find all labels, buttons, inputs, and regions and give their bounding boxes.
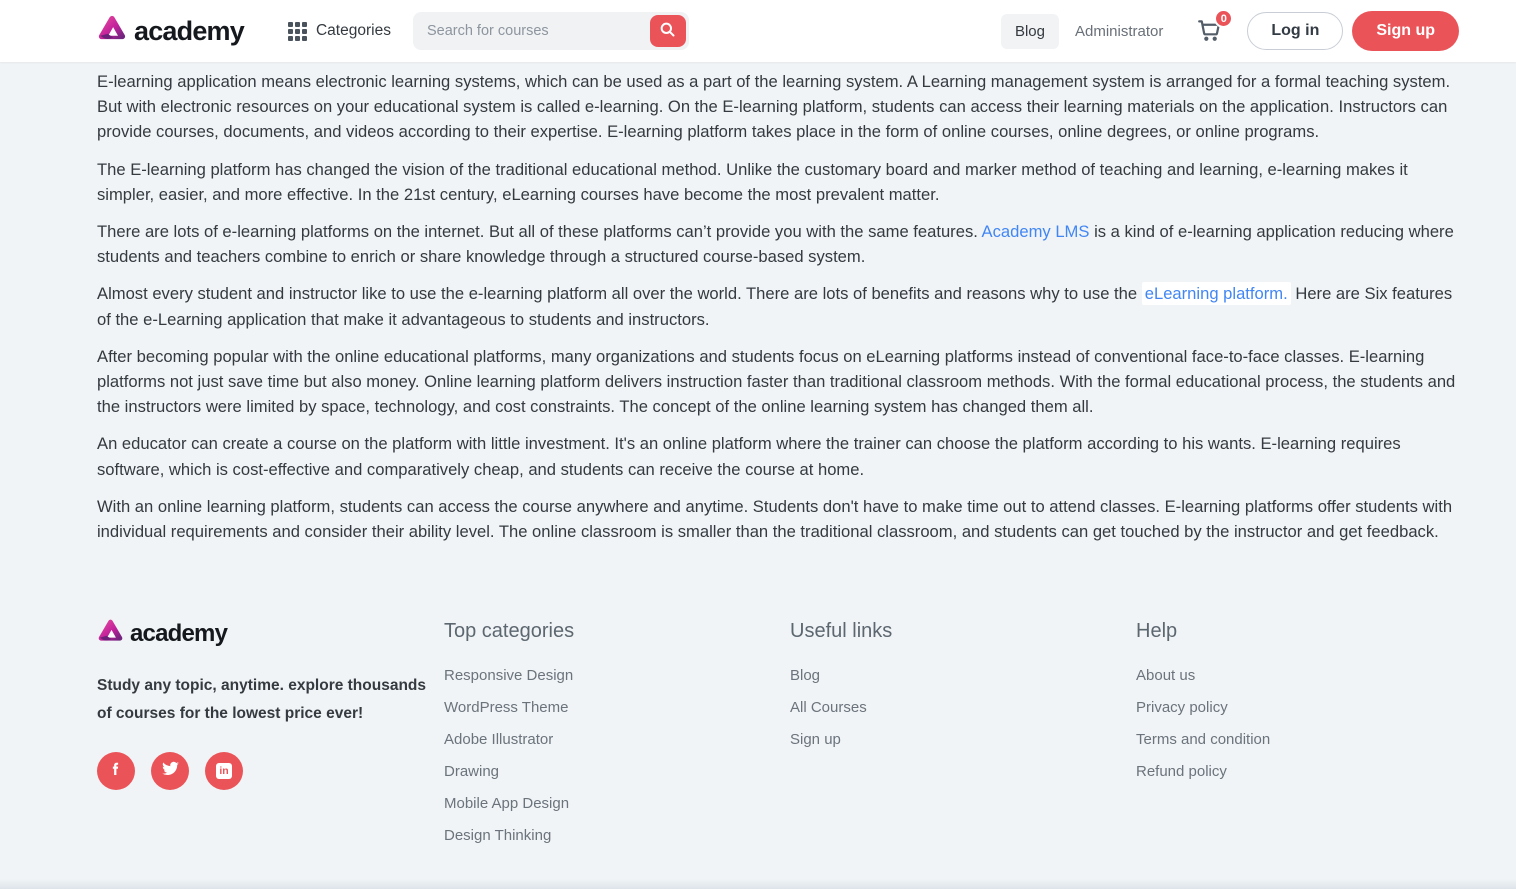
cart-button[interactable] — [1195, 12, 1227, 46]
footer-link-refund-policy[interactable]: Refund policy — [1136, 763, 1227, 781]
twitter-button[interactable] — [151, 752, 189, 790]
footer-link-about-us[interactable]: About us — [1136, 667, 1196, 685]
facebook-icon — [107, 760, 125, 783]
footer-tagline: Study any topic, anytime. explore thousands of courses for the lowest price ever! — [97, 677, 427, 723]
paragraph-text: Almost every student and instructor like to use the e-learning platform all over the world. There are lots of benefits and reasons why to use the — [97, 284, 1142, 304]
article-paragraph — [97, 69, 1457, 145]
article-paragraph — [97, 157, 1457, 207]
academy-lms-link[interactable]: Academy LMS — [981, 222, 1090, 242]
footer-top-categories-column — [444, 618, 790, 859]
footer-column-title: Help — [1136, 620, 1178, 643]
facebook-button[interactable] — [97, 752, 135, 790]
footer-link-privacy-policy[interactable]: Privacy policy — [1136, 699, 1228, 717]
logo-wordmark: academy — [134, 15, 244, 46]
top-navbar — [0, 0, 1516, 62]
footer-link-sign-up[interactable]: Sign up — [790, 731, 841, 749]
footer-link-adobe-illustrator[interactable]: Adobe Illustrator — [444, 731, 554, 749]
footer-link-blog[interactable]: Blog — [790, 667, 821, 685]
twitter-icon — [161, 760, 179, 783]
paragraph-text: There are lots of e-learning platforms on the internet. But all of these platforms can’t provide you with the same features. — [97, 222, 982, 242]
paragraph-text: Here are Six features of the e-Learning application that make it advantageous to students and instructors. — [97, 284, 1453, 329]
article-paragraph — [97, 494, 1457, 544]
nav-blog-link[interactable]: Blog — [1001, 14, 1059, 49]
footer-link-all-courses[interactable]: All Courses — [790, 699, 867, 717]
paragraph-text: is a kind of e-learning application reducing where students and teachers combine to enrich or share knowledge through a structured course-based system. — [97, 222, 1454, 267]
course-search-bar — [413, 12, 689, 50]
categories-menu-button[interactable] — [288, 22, 391, 41]
elearning-platform-link[interactable]: eLearning platform. — [1142, 282, 1291, 305]
paragraph-text: With an online learning platform, students can access the course anywhere and anytime. Students don't have to make time out to attend classes. E-learning platforms offer students with individual requirements and consider their ability level. The online classroom is smaller than the traditional classroom, and students can get touched by the instructor and get feedback. — [97, 496, 1453, 542]
site-footer — [0, 556, 1516, 859]
article-paragraph — [97, 431, 1457, 481]
blog-article-body — [0, 62, 1516, 544]
article-paragraph — [97, 344, 1457, 420]
header-right-group — [1001, 11, 1459, 51]
footer-link-responsive-design[interactable]: Responsive Design — [444, 667, 574, 685]
footer-brand-column — [97, 618, 444, 859]
linkedin-icon: in — [216, 763, 232, 779]
bottom-section-divider — [0, 879, 1516, 889]
linkedin-button[interactable] — [205, 752, 243, 790]
paragraph-text: E-learning application means electronic learning systems, which can be used as a part of the learning system. A Learning management system is arranged for a formal teaching system. But with electronic resources on your educational system is called e-learning. On the E-learning platform, students can access their learning materials on the application. Instructors can provide courses, documents, and videos according to their expertise. E-learning platform takes place in the form of online courses, online degrees, or online programs. — [97, 72, 1451, 142]
footer-useful-links-column — [790, 618, 1136, 859]
grid-icon — [288, 22, 307, 41]
social-links — [97, 752, 444, 790]
footer-link-mobile-app-design[interactable]: Mobile App Design — [444, 795, 570, 813]
paragraph-text: After becoming popular with the online educational platforms, many organizations and students focus on eLearning platforms instead of conventional face-to-face classes. E-learning platforms not just save time but also money. Online learning platform delivers instruction faster than traditional classroom methods. With the formal educational process, the students and the instructors were limited by space, technology, and cost constraints. The concept of the online learning system has changed them all. — [97, 346, 1456, 417]
academy-logo-icon — [97, 14, 127, 49]
academy-logo[interactable] — [97, 14, 244, 49]
footer-help-column — [1136, 618, 1270, 859]
footer-academy-logo[interactable] — [97, 618, 444, 650]
search-icon — [658, 20, 678, 43]
paragraph-text: The E-learning platform has changed the vision of the traditional educational method. Unlike the customary board and marker method of teaching and learning, e-learning makes it simpler, easier, and more effective. In the 21st century, eLearning courses have become the most prevalent matter. — [97, 159, 1408, 204]
footer-link-design-thinking[interactable]: Design Thinking — [444, 827, 552, 845]
footer-column-title: Top categories — [444, 620, 575, 643]
nav-administrator-link[interactable]: Administrator — [1075, 22, 1164, 40]
article-paragraph — [97, 281, 1457, 331]
footer-column-title: Useful links — [790, 620, 893, 643]
paragraph-text: An educator can create a course on the platform with little investment. It's an online platform where the trainer can choose the platform according to his wants. E-learning requires software, which is cost-effective and comparatively cheap, and students can receive the course at home. — [97, 434, 1401, 479]
search-input[interactable] — [427, 23, 650, 39]
cart-count-badge: 0 — [1214, 9, 1233, 28]
footer-link-terms-and-condition[interactable]: Terms and condition — [1136, 731, 1271, 749]
categories-label: Categories — [315, 22, 391, 39]
footer-link-drawing[interactable]: Drawing — [444, 763, 500, 781]
login-button[interactable]: Log in — [1247, 12, 1343, 50]
footer-logo-wordmark: academy — [130, 620, 228, 648]
footer-link-wordpress-theme[interactable]: WordPress Theme — [444, 699, 569, 717]
article-paragraph — [97, 219, 1457, 269]
cart-icon — [1195, 31, 1223, 48]
academy-logo-icon — [97, 618, 124, 650]
signup-button[interactable]: Sign up — [1352, 11, 1459, 51]
search-button[interactable] — [650, 15, 686, 47]
